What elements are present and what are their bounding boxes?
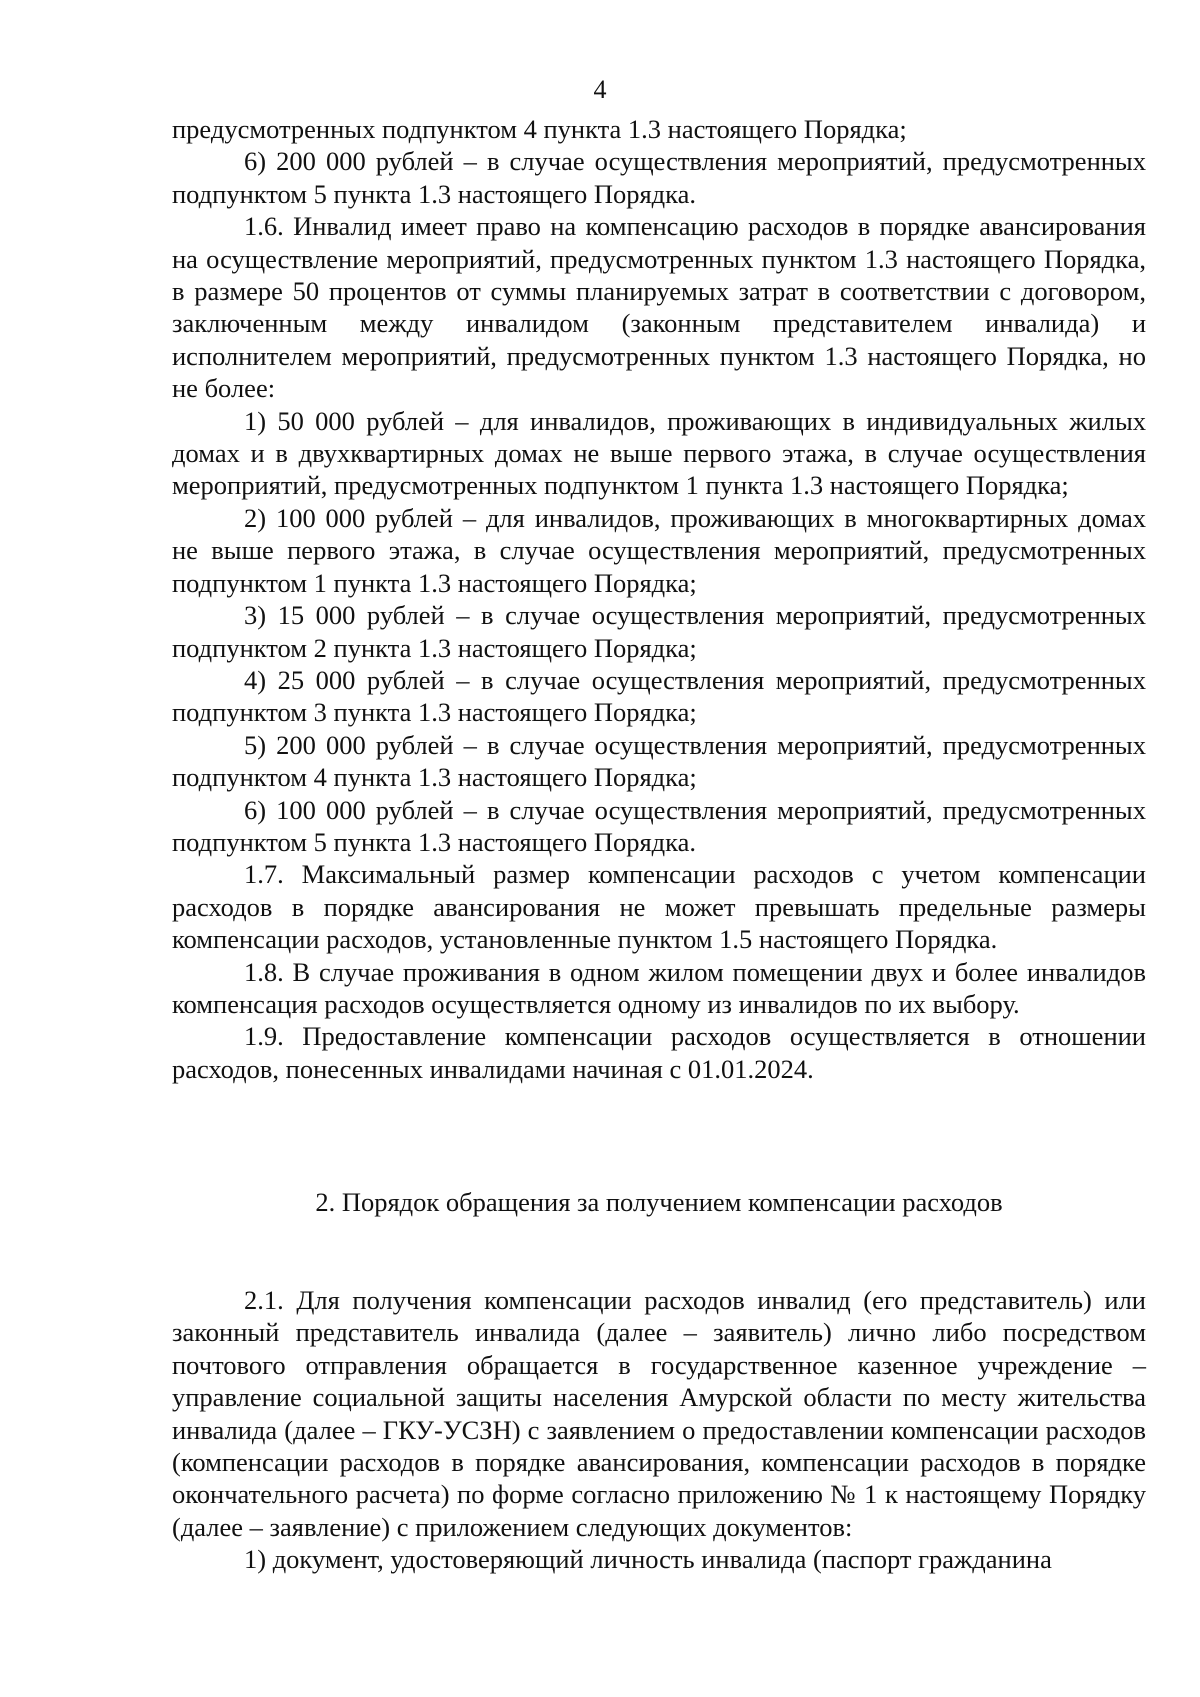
paragraph: 1.7. Максимальный размер компенсации расходов с учетом компенсации расходов в порядке авансирования не может превышать предельные размеры компенсации расходов, установленные пунктом 1.5 настоящего Порядка. <box>172 859 1146 955</box>
paragraph: предусмотренных подпунктом 4 пункта 1.3 настоящего Порядка; <box>172 114 907 144</box>
paragraph: 1.9. Предоставление компенсации расходов осуществляется в отношении расходов, понесенных инвалидами начиная с 01.01.2024. <box>172 1021 1146 1084</box>
paragraph: 2.1. Для получения компенсации расходов инвалид (его представитель) или законный представитель инвалида (далее – заявитель) лично либо посредством почтового отправления обращается в государственное казенное учреждение – управление социальной защиты населения Амурской области по месту жительства инвалида (далее – ГКУ-УСЗН) с заявлением о предоставлении компенсации расходов (компенсации расходов в порядке авансирования, компенсации расходов в порядке окончательного расчета) по форме согласно приложению № 1 к настоящему Порядку (далее – заявление) с приложением следующих документов: <box>172 1285 1146 1542</box>
paragraph: 1.8. В случае проживания в одном жилом помещении двух и более инвалидов компенсация расходов осуществляется одному из инвалидов по их выбору. <box>172 956 1146 1019</box>
paragraph: 6) 100 000 рублей – в случае осуществления мероприятий, предусмотренных подпунктом 5 пункта 1.3 настоящего Порядка. <box>172 794 1146 857</box>
paragraph: 6) 200 000 рублей – в случае осуществления мероприятий, предусмотренных подпунктом 5 пункта 1.3 настоящего Порядка. <box>172 146 1146 209</box>
text-block-upper <box>172 113 1146 1085</box>
paragraph: 3) 15 000 рублей – в случае осуществления мероприятий, предусмотренных подпунктом 2 пункта 1.3 настоящего Порядка; <box>172 600 1146 663</box>
section-heading-block <box>172 1186 1146 1218</box>
page-number: 4 <box>593 75 607 104</box>
paragraph: 1.6. Инвалид имеет право на компенсацию расходов в порядке авансирования на осуществление мероприятий, предусмотренных пунктом 1.3 настоящего Порядка, в размере 50 процентов от суммы планируемых затрат в соответствии с договором, заключенным между инвалидом (законным представителем инвалида) и исполнителем мероприятий, предусмотренных пунктом 1.3 настоящего Порядка, но не более: <box>172 211 1146 404</box>
paragraph: 5) 200 000 рублей – в случае осуществления мероприятий, предусмотренных подпунктом 4 пункта 1.3 настоящего Порядка; <box>172 729 1146 793</box>
text-block-lower <box>172 1284 1146 1576</box>
section-heading: 2. Порядок обращения за получением компенсации расходов <box>315 1187 1003 1217</box>
paragraph: 2) 100 000 рублей – для инвалидов, проживающих в многоквартирных домах не выше первого этажа, в случае осуществления мероприятий, предусмотренных подпунктом 1 пункта 1.3 настоящего Порядка; <box>172 502 1146 598</box>
paragraph: 1) 50 000 рублей – для инвалидов, проживающих в индивидуальных жилых домах и в двухквартирных домах не выше первого этажа, в случае осуществления мероприятий, предусмотренных подпунктом 1 пункта 1.3 настоящего Порядка; <box>172 405 1146 501</box>
paragraph: 4) 25 000 рублей – в случае осуществления мероприятий, предусмотренных подпунктом 3 пункта 1.3 настоящего Порядка; <box>172 664 1146 728</box>
paragraph: 1) документ, удостоверяющий личность инвалида (паспорт гражданина <box>244 1544 1052 1575</box>
